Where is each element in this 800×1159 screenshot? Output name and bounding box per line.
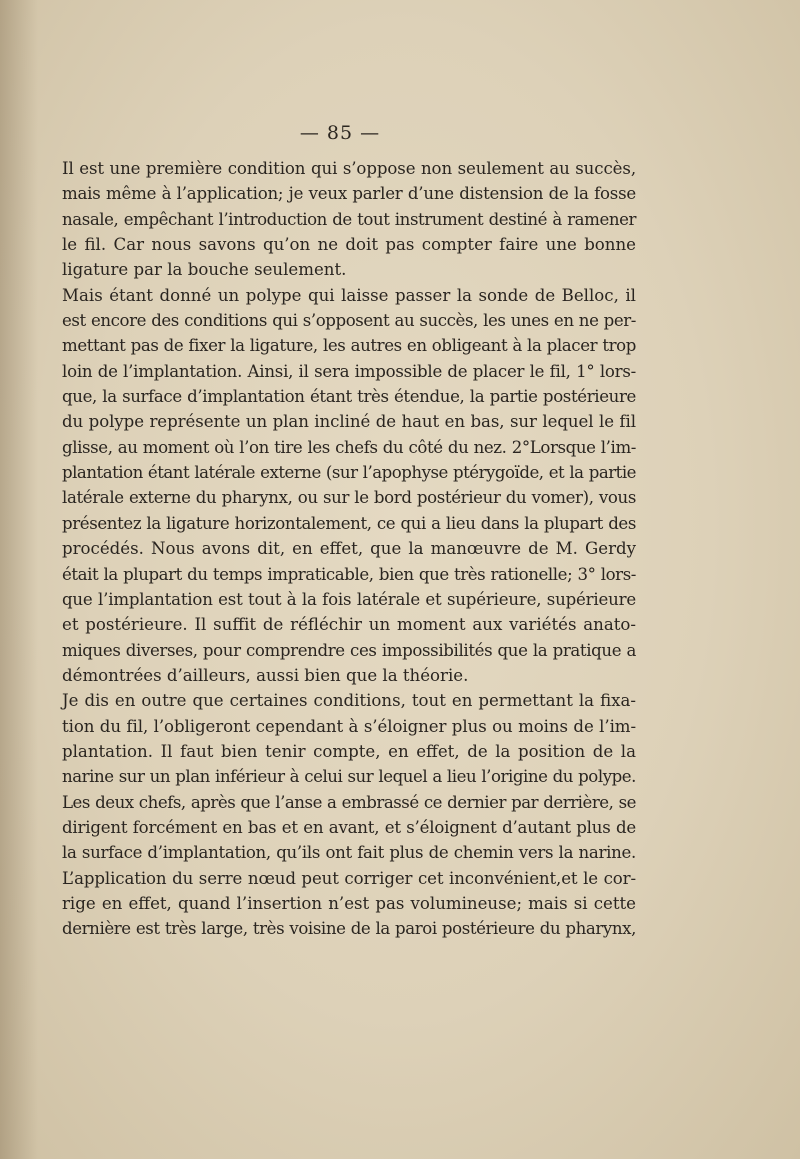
text-line: dirigent forcément en bas et en avant, et s’éloignent d’autant plus de xyxy=(62,817,636,837)
text-line: Il est une première condition qui s’oppose non seulement au succès, xyxy=(62,159,636,178)
text-line: plantation étant latérale externe (sur l’apophyse ptérygoïde, et la partie xyxy=(62,463,636,483)
text-line: mettant pas de fixer la ligature, les autres en obligeant à la placer trop xyxy=(62,336,636,356)
text-line: la surface d’implantation, qu’ils ont fait plus de chemin vers la narine. xyxy=(62,843,636,863)
text-line: est encore des conditions qui s’opposent au succès, les unes en ne per- xyxy=(62,311,636,331)
text-line: rige en effet, quand l’insertion n’est pas volumineuse; mais si cette xyxy=(62,893,636,913)
text-line: le fil. Car nous savons qu’on ne doit pas compter faire une bonne xyxy=(62,235,636,255)
text-line: du polype représente un plan incliné de haut en bas, sur lequel le fil xyxy=(62,412,636,432)
text-line: Les deux chefs, après que l’anse a embrassé ce dernier par derrière, se xyxy=(62,792,636,812)
text-line: tion du fil, l’obligeront cependant à s’éloigner plus ou moins de l’im- xyxy=(62,716,636,736)
spine-shadow xyxy=(0,0,38,1159)
text-line: que l’implantation est tout à la fois latérale et supérieure, supérieure xyxy=(62,589,636,609)
text-line: et postérieure. Il suffit de réfléchir un moment aux variétés anato- xyxy=(62,615,636,635)
text-line: latérale externe du pharynx, ou sur le bord postérieur du vomer), vous xyxy=(62,488,636,508)
text-line: dernière est très large, très voisine de la paroi postérieure du pharynx, xyxy=(62,919,636,939)
paragraph-2 xyxy=(62,283,636,689)
text-line: L’application du serre nœud peut corriger cet inconvénient,et le cor- xyxy=(62,868,636,888)
paragraph-1 xyxy=(62,156,636,283)
body-text xyxy=(62,156,636,942)
paragraph-3 xyxy=(62,688,636,941)
text-line: Je dis en outre que certaines conditions, tout en permettant la fixa- xyxy=(62,691,636,711)
text-line: nasale, empêchant l’introduction de tout instrument destiné à ramener xyxy=(62,209,636,229)
text-line: miques diverses, pour comprendre ces impossibilités que la pratique a xyxy=(62,640,636,660)
text-line: procédés. Nous avons dit, en effet, que la manœuvre de M. Gerdy xyxy=(62,539,636,559)
text-line: narine sur un plan inférieur à celui sur lequel a lieu l’origine du polype. xyxy=(62,767,636,787)
text-line: présentez la ligature horizontalement, ce qui a lieu dans la plupart des xyxy=(62,513,636,533)
text-line: loin de l’implantation. Ainsi, il sera impossible de placer le fil, 1° lors- xyxy=(62,361,636,381)
text-line: plantation. Il faut bien tenir compte, en effet, de la position de la xyxy=(62,741,636,761)
text-line: démontrées d’ailleurs, aussi bien que la théorie. xyxy=(62,665,469,685)
text-line: ligature par la bouche seulement. xyxy=(62,260,347,280)
text-line: était la plupart du temps impraticable, bien que très rationelle; 3° lors- xyxy=(62,564,636,584)
text-line: glisse, au moment où l’on tire les chefs du côté du nez. 2°Lorsque l’im- xyxy=(62,437,636,457)
text-line: mais même à l’application; je veux parler d’une distension de la fosse xyxy=(62,184,636,204)
text-line: Mais étant donné un polype qui laisse passer la sonde de Belloc, il xyxy=(62,285,636,305)
page-number: — 85 — xyxy=(299,122,381,144)
text-line: que, la surface d’implantation étant très étendue, la partie postérieure xyxy=(62,387,636,407)
